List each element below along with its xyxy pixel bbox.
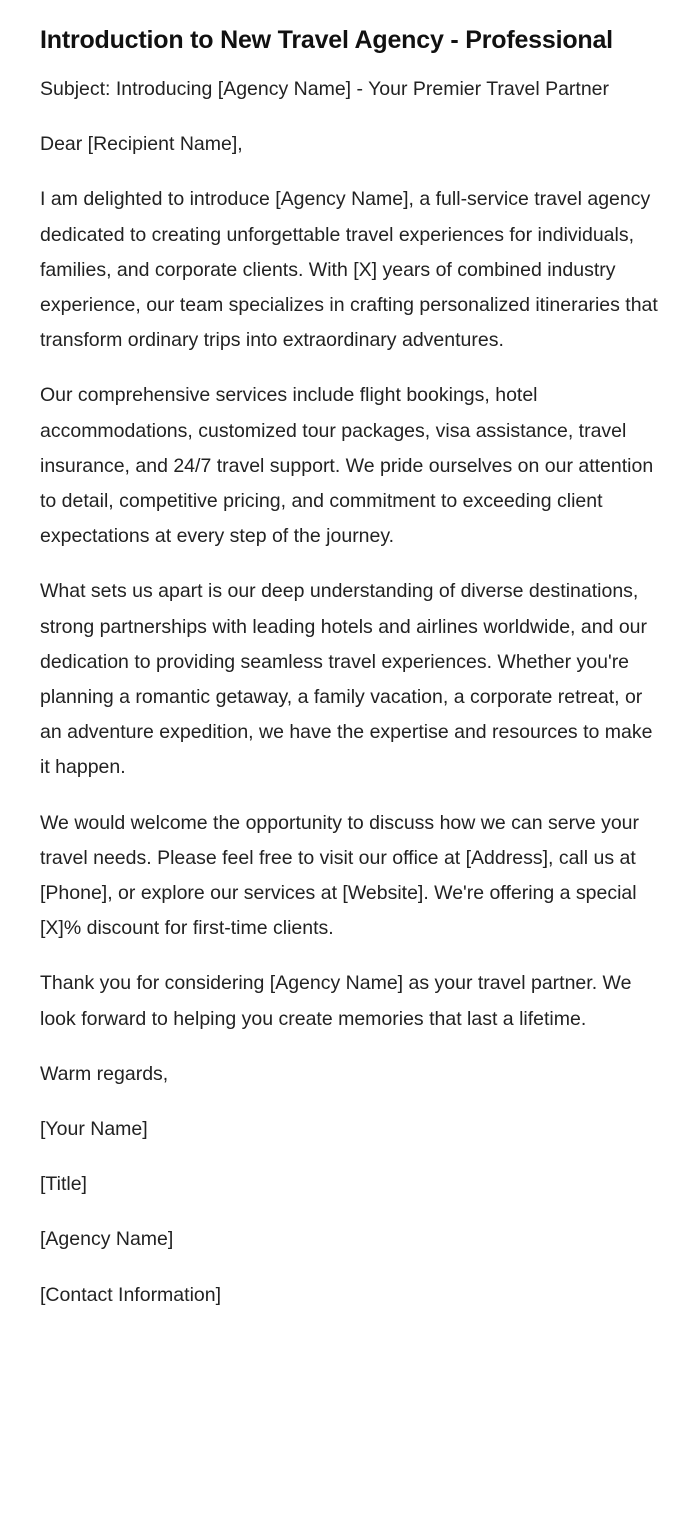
body-paragraph-thanks: Thank you for considering [Agency Name] as your travel partner. We look forward to helping you create memories that last a lifetime. (40, 972, 632, 1030)
body-paragraph-intro: I am delighted to introduce [Agency Name], a full-service travel agency dedicated to creating unforgettable travel experiences for individuals, families, and corporate clients. With [X] years of combined industry experience, our team specializes in crafting personalized itineraries that transform ordinary trips into extraordinary adventures. (40, 188, 658, 352)
body-paragraph-contact: We would welcome the opportunity to discuss how we can serve your travel needs. Please feel free to visit our office at [Address], call us at [Phone], or explore our services at [Website]. We're offering a special [X]% discount for first-time clients. (40, 811, 640, 940)
signature-title: [Title] (40, 1173, 87, 1196)
body-paragraph-differentiators: What sets us apart is our deep understanding of diverse destinations, strong partnerships with leading hotels and airlines worldwide, and our dedication to providing seamless travel experiences. Whether you're planning a romantic getaway, a family vacation, a corporate retreat, or an adventure expedition, we have the expertise and resources to make it happen. (40, 580, 653, 779)
subject-line: Subject: Introducing [Agency Name] - Your Premier Travel Partner (40, 78, 610, 100)
signature-name: [Your Name] (40, 1118, 148, 1141)
signature-contact: [Contact Information] (40, 1283, 222, 1306)
salutation: Dear [Recipient Name], (40, 133, 243, 156)
signature-agency: [Agency Name] (40, 1228, 174, 1251)
letter-title: Introduction to New Travel Agency - Professional (40, 26, 613, 54)
body-paragraph-services: Our comprehensive services include flight bookings, hotel accommodations, customized tour packages, visa assistance, travel insurance, and 24/7 travel support. We pride ourselves on our attention to detail, competitive pricing, and commitment to exceeding client expectations at every step of the journey. (40, 384, 654, 548)
closing: Warm regards, (40, 1062, 169, 1085)
